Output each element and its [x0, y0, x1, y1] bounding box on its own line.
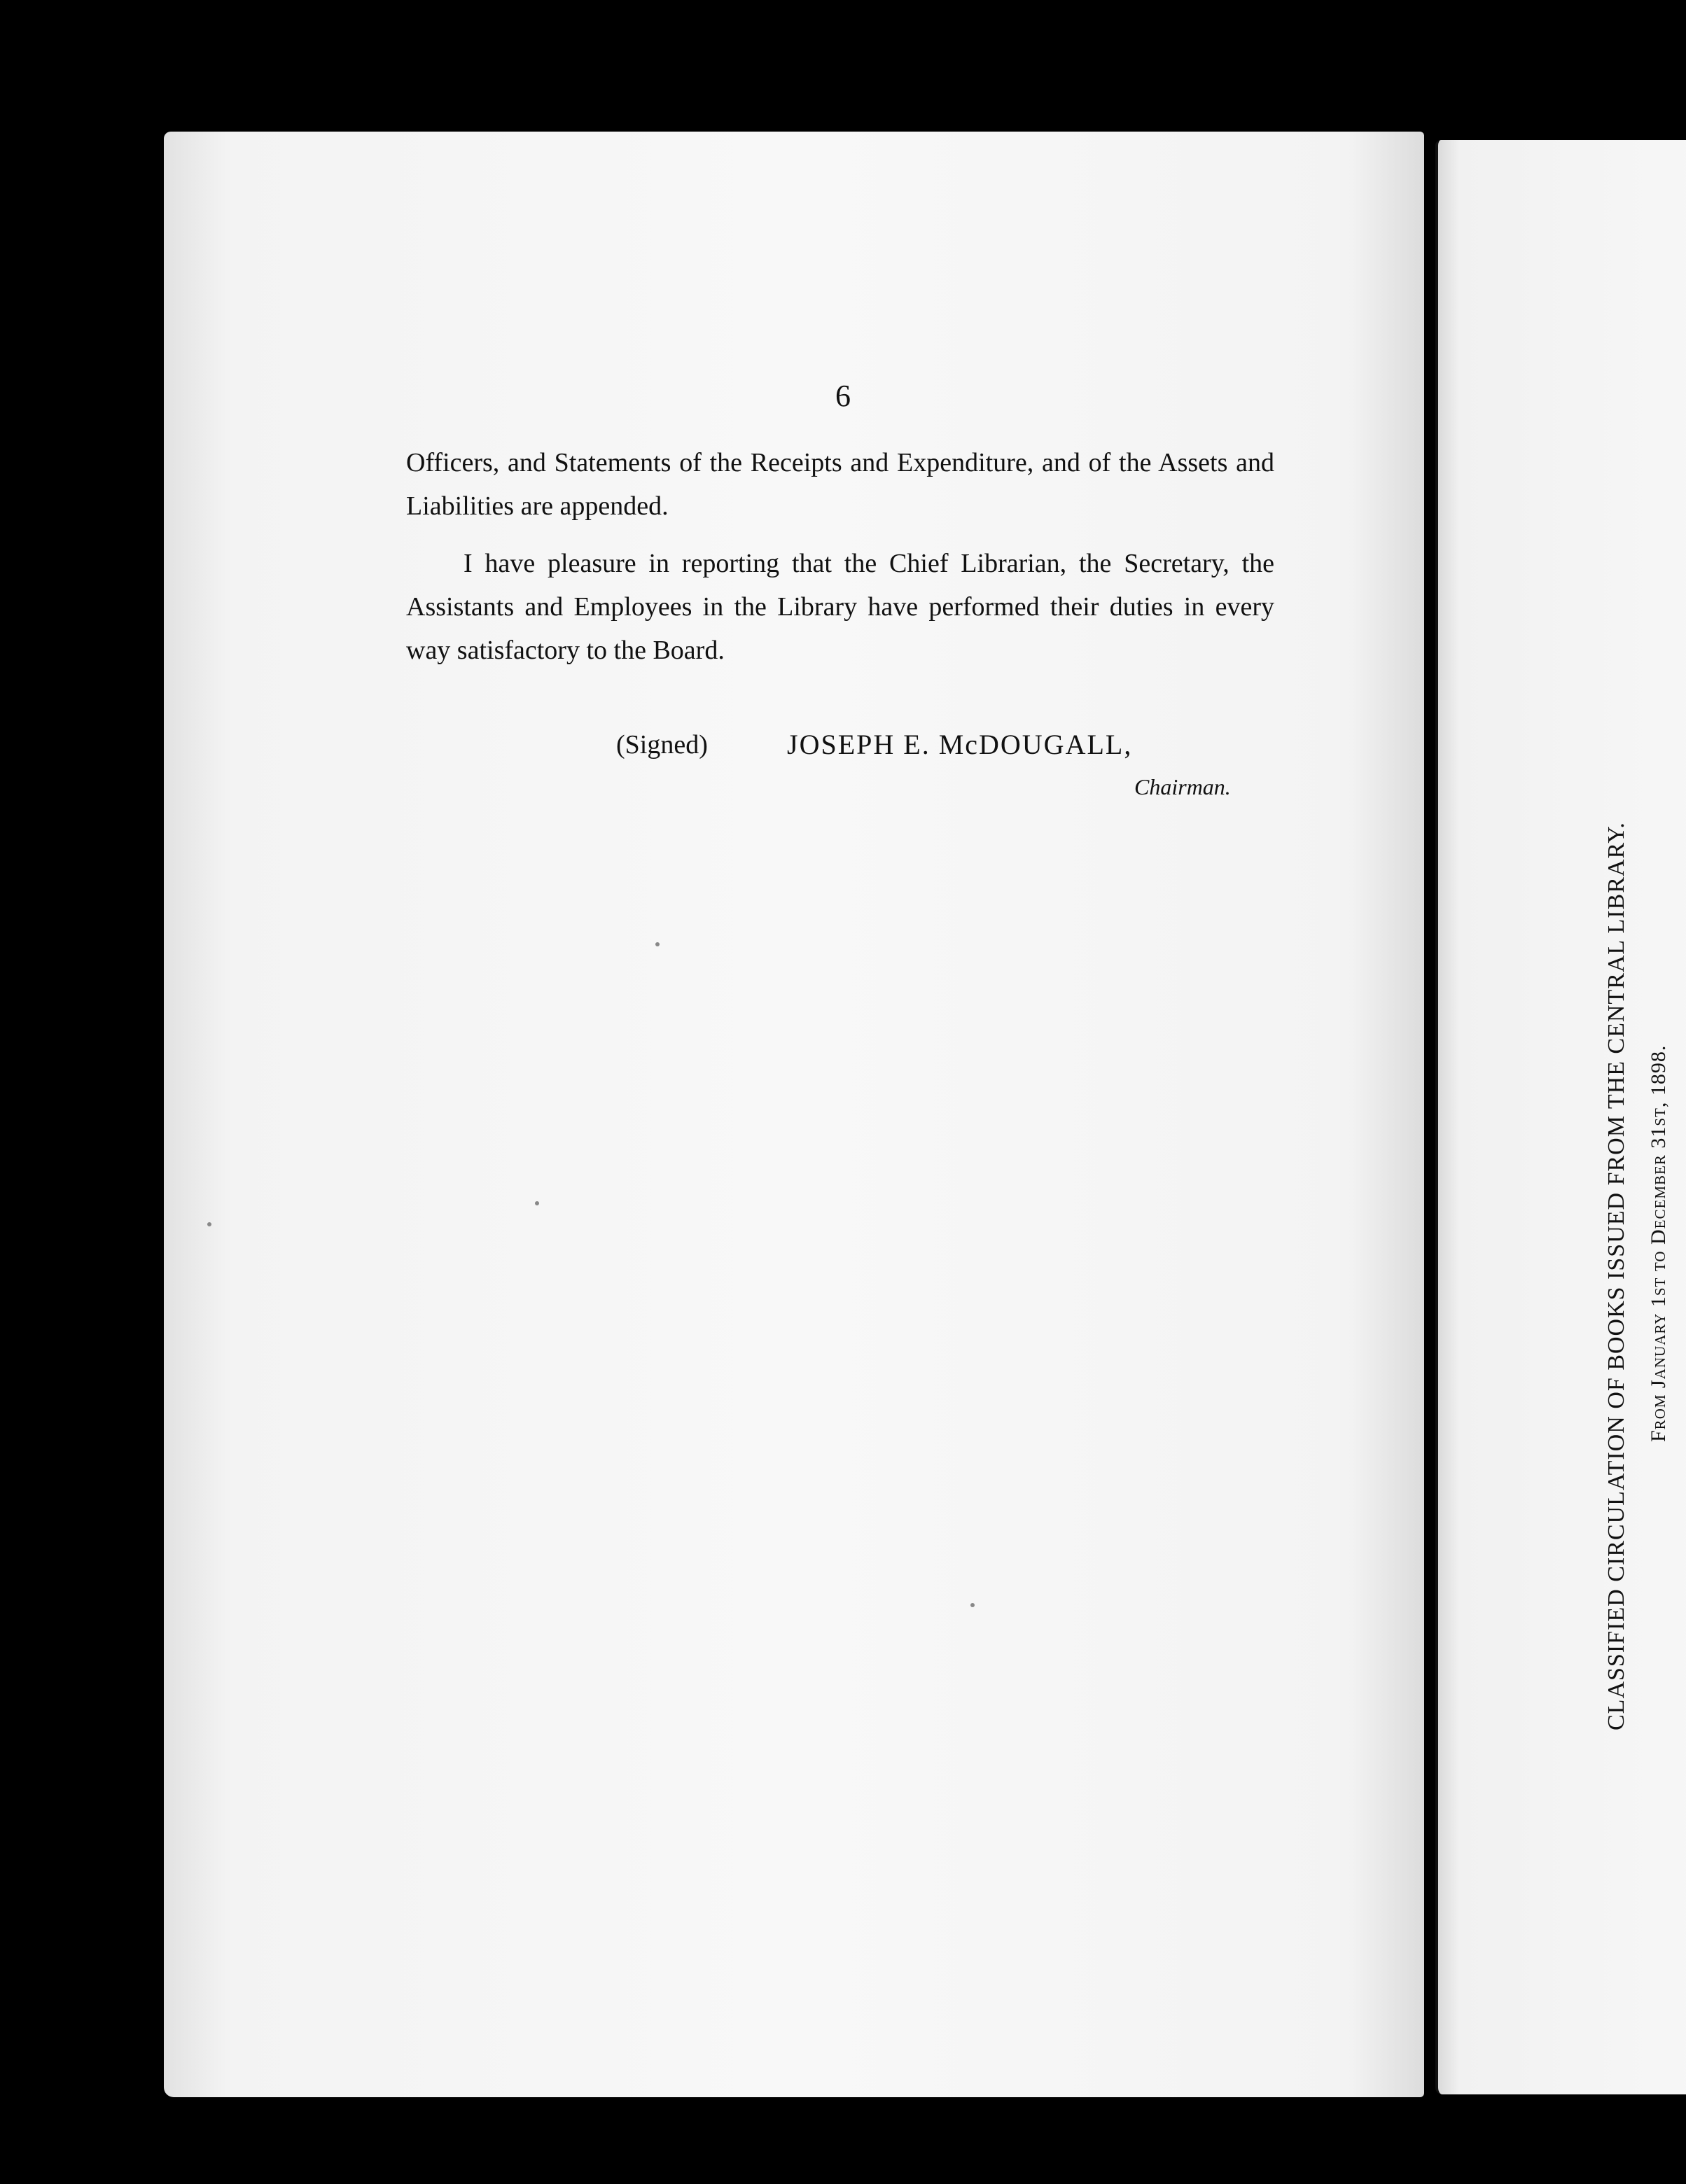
page-number: 6 — [835, 379, 851, 413]
facing-page-subheading: From January 1st to December 31st, 1898. — [1647, 1044, 1670, 1442]
paper-speck — [207, 1222, 211, 1226]
left-page — [164, 132, 1424, 2097]
signatory-name: JOSEPH E. McDOUGALL, — [787, 729, 1133, 760]
paper-speck — [655, 942, 660, 946]
signatory-title: Chairman. — [1134, 774, 1231, 799]
signed-label: (Signed) — [616, 730, 708, 760]
paragraph-appendices: Officers, and Statements of the Receipts and Expenditure, and of the Assets and Liabilities are appended. — [406, 448, 1274, 521]
paper-speck — [970, 1603, 975, 1607]
paper-speck — [535, 1201, 539, 1205]
paragraph-staff-performance: I have pleasure in reporting that the Chief Librarian, the Secretary, the Assistants and Employees in the Library have performed their duties in every way satisfactory to the Board. — [406, 549, 1274, 665]
facing-page-heading: CLASSIFIED CIRCULATION OF BOOKS ISSUED FROM THE CENTRAL LIBRARY. — [1603, 822, 1629, 1730]
